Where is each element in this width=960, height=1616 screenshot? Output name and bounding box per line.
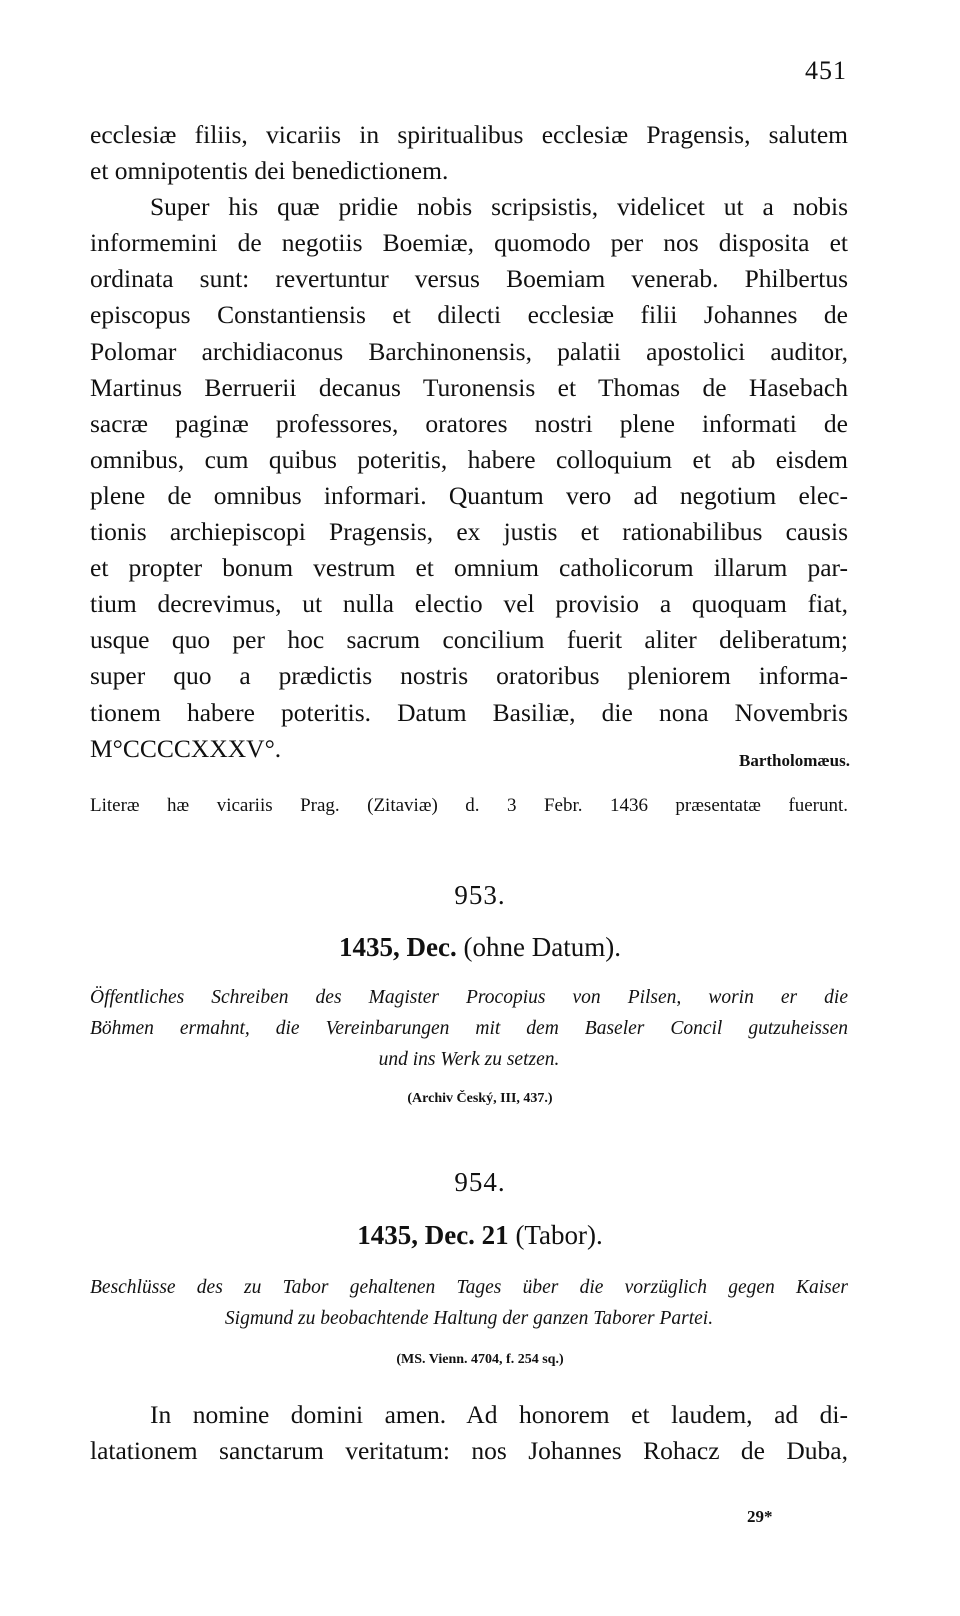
summary-line: Öffentliches Schreiben des Magister Procopius von Pilsen, worin er die bbox=[90, 987, 848, 1008]
text-line: super quo a prædictis nostris oratoribus pleniorem informa- bbox=[90, 661, 848, 691]
summary-954 bbox=[90, 1272, 848, 1334]
document-date-953 bbox=[0, 932, 960, 963]
text-line: usque quo per hoc sacrum concilium fuerit aliter deliberatum; bbox=[90, 625, 848, 655]
date-rest: (Tabor). bbox=[508, 1220, 603, 1250]
date-bold: 1435, Dec. 21 bbox=[357, 1220, 509, 1250]
letter-text bbox=[90, 117, 848, 767]
document-number-954: 954. bbox=[454, 1167, 506, 1197]
document-number-953: 953. bbox=[454, 880, 506, 910]
text-line: et omnipotentis dei benedictionem. bbox=[90, 156, 449, 186]
text-line: tionem habere poteritis. Datum Basiliæ, die nona Novembris bbox=[90, 697, 848, 727]
document-954-text bbox=[90, 1397, 848, 1469]
text-line: informemini de negotiis Boemiæ, quomodo per nos disposita et bbox=[90, 228, 848, 258]
date-bold: 1435, Dec. bbox=[339, 932, 457, 962]
text-line: sacræ paginæ professores, oratores nostri plene informati de bbox=[90, 408, 848, 438]
text-line: plene de omnibus informari. Quantum vero ad negotium elec- bbox=[90, 480, 848, 510]
source-953: (Archiv Český, III, 437.) bbox=[407, 1091, 553, 1106]
summary-line: Sigmund zu beobachtende Haltung der ganzen Taborer Partei. bbox=[224, 1308, 714, 1329]
summary-953 bbox=[90, 982, 848, 1075]
text-line: Martinus Berruerii decanus Turonensis et Thomas de Hasebach bbox=[90, 372, 848, 402]
signature-mark: 29* bbox=[747, 1507, 773, 1526]
source-954: (MS. Vienn. 4704, f. 254 sq.) bbox=[396, 1352, 564, 1367]
text-line: tium decrevimus, ut nulla electio vel provisio a quoquam fiat, bbox=[90, 589, 848, 619]
text-line: In nomine domini amen. Ad honorem et laudem, ad di- bbox=[150, 1400, 848, 1429]
page-number: 451 bbox=[805, 56, 847, 85]
signature: Bartholomæus. bbox=[739, 751, 850, 770]
document-date-954 bbox=[0, 1220, 960, 1251]
text-line: et propter bonum vestrum et omnium catholicorum illarum par- bbox=[90, 553, 848, 583]
text-line: tionis archiepiscopi Pragensis, ex justis et rationabilibus causis bbox=[90, 517, 848, 547]
presentation-note: Literæ hæ vicariis Prag. (Zitaviæ) d. 3 Febr. 1436 præsentatæ fuerunt. bbox=[90, 795, 848, 816]
date-rest: (ohne Datum). bbox=[456, 932, 621, 962]
summary-line: Beschlüsse des zu Tabor gehaltenen Tages über die vorzüglich gegen Kaiser bbox=[90, 1277, 848, 1298]
summary-line: und ins Werk zu setzen. bbox=[378, 1049, 560, 1070]
text-line: Polomar archidiaconus Barchinonensis, palatii apostolici auditor, bbox=[90, 336, 848, 366]
text-line: latationem sanctarum veritatum: nos Johannes Rohacz de Duba, bbox=[90, 1436, 848, 1466]
text-line: omnibus, cum quibus poteritis, habere colloquium et ab eisdem bbox=[90, 444, 848, 474]
text-line: episcopus Constantiensis et dilecti ecclesiæ filii Johannes de bbox=[90, 300, 848, 330]
text-line: ecclesiæ filiis, vicariis in spiritualibus ecclesiæ Pragensis, salutem bbox=[90, 120, 848, 149]
text-line: ordinata sunt: revertuntur versus Boemiam venerab. Philbertus bbox=[90, 264, 848, 294]
summary-line: Böhmen ermahnt, die Vereinbarungen mit dem Baseler Concil gutzuheissen bbox=[90, 1018, 848, 1039]
text-line: M°CCCCXXXV°. bbox=[90, 733, 282, 763]
text-line: Super his quæ pridie nobis scripsistis, videlicet ut a nobis bbox=[150, 192, 848, 222]
